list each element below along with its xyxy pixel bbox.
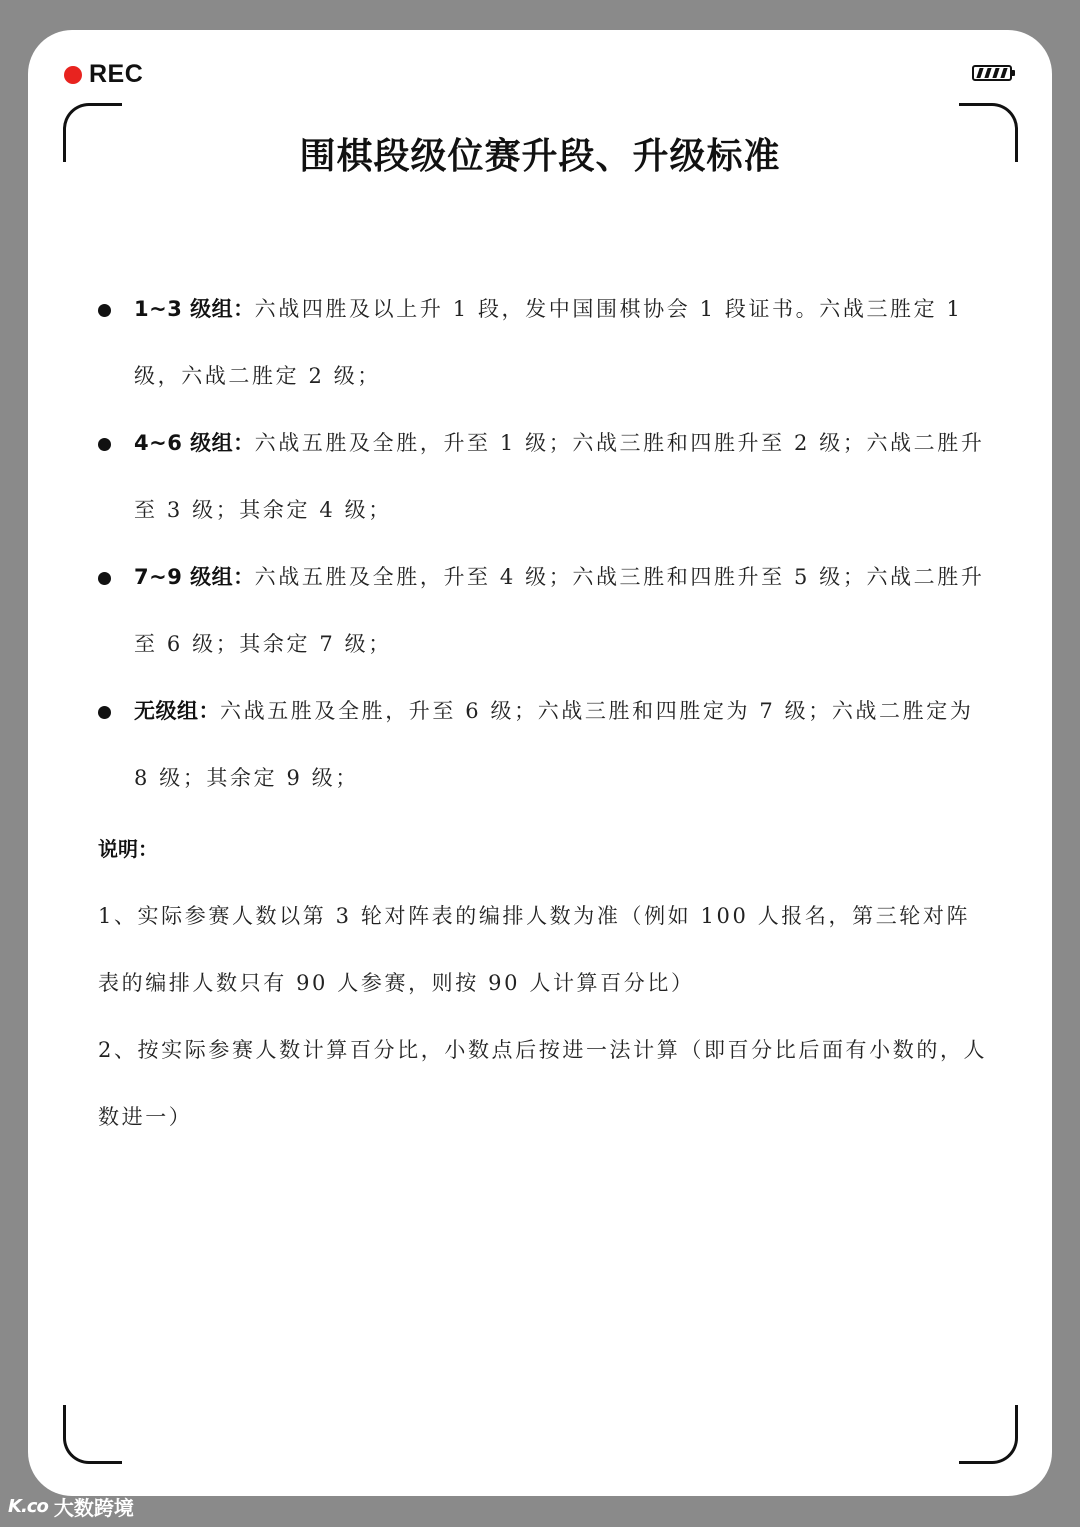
bullet-icon [98,438,111,451]
rule-separator: ： [198,699,220,723]
rule-text: 六战五胜及全胜，升至 6 级；六战三胜和四胜定为 7 级；六战二胜定为 8 级；其余定 9 级； [134,699,974,790]
rule-label: 1~3 级组 [134,297,234,321]
page-title: 围棋段级位赛升段、升级标准 [299,136,781,177]
rule-label: 4~6 级组 [134,431,234,455]
rules-list [98,276,988,812]
rule-label: 7~9 级组 [134,565,234,589]
rule-text: 六战五胜及全胜，升至 1 级；六战三胜和四胜升至 2 级；六战二胜升至 3 级；其余定 4 级； [134,431,985,522]
watermark-text: 大数跨境 [53,1496,134,1520]
bullet-icon [98,572,111,585]
battery-icon [972,65,1012,81]
rule-item [98,544,988,678]
record-dot-icon [64,66,82,84]
watermark-logo: K.co [8,1496,48,1517]
note-item: 2、按实际参赛人数计算百分比，小数点后按进一法计算（即百分比后面有小数的，人数进一） [98,1038,988,1129]
rule-item [98,410,988,544]
document-card [28,30,1052,1496]
rule-item [98,276,988,410]
rule-label: 无级组 [134,699,199,723]
rule-text: 六战四胜及以上升 1 段，发中国围棋协会 1 段证书。六战三胜定 1 级，六战二胜定 2 级； [134,297,963,388]
watermark [8,1492,134,1521]
rule-item [98,678,988,812]
notes-heading: 说明： [98,837,158,861]
rule-separator: ： [233,431,255,455]
rule-text: 六战五胜及全胜，升至 4 级；六战三胜和四胜升至 5 级；六战二胜升至 6 级；其余定 7 级； [134,565,985,656]
recording-indicator [64,60,143,89]
viewfinder-corner-bottom-left [63,1405,122,1464]
rule-separator: ： [233,565,255,589]
note-item: 1、实际参赛人数以第 3 轮对阵表的编排人数为准（例如 100 人报名，第三轮对阵表的编排人数只有 90 人参赛，则按 90 人计算百分比） [98,904,971,995]
bullet-icon [98,304,111,317]
rec-label: REC [89,60,144,88]
notes-section [98,816,988,1151]
rule-separator: ： [233,297,255,321]
viewfinder-corner-bottom-right [959,1405,1018,1464]
bullet-icon [98,706,111,719]
